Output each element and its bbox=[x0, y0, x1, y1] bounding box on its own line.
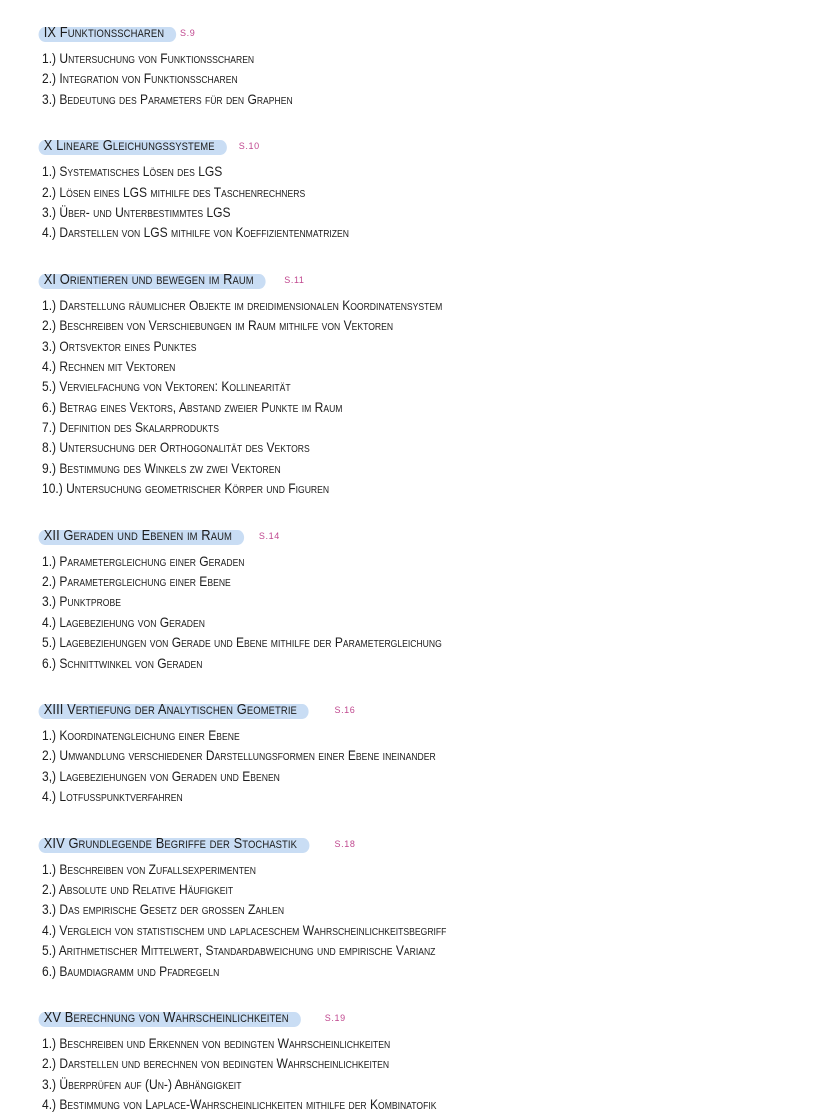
list-item: 2.) Lösen eines LGS mithilfe des Taschenrechners bbox=[42, 183, 306, 200]
topic-list bbox=[42, 161, 812, 243]
toc-section bbox=[42, 521, 812, 673]
list-item: 9.) Bestimmung des Winkels zw zwei Vektoren bbox=[42, 459, 281, 476]
list-item: 4.) Darstellen von LGS mithilfe von Koeffizientenmatrizen bbox=[42, 224, 350, 241]
list-item: 5.) Arithmetischer Mittelwert, Standardabweichung und empirische Varianz bbox=[42, 942, 436, 959]
list-item: 1.) Darstellung räumlicher Objekte im dreidimensionalen Koordinatensystem bbox=[42, 296, 443, 313]
topic-list bbox=[42, 295, 812, 499]
section-title: XIV Grundlegende Begriffe der Stochastik bbox=[42, 836, 306, 852]
section-spacer bbox=[42, 243, 812, 265]
list-item: 3.) Punktprobe bbox=[42, 593, 121, 610]
list-item: 3.) Das empirische Gesetz der großen Zahlen bbox=[42, 901, 285, 918]
table-of-contents bbox=[42, 18, 812, 1114]
section-heading-row bbox=[42, 521, 812, 551]
section-heading-row bbox=[42, 18, 812, 48]
toc-section bbox=[42, 1003, 812, 1114]
section-heading-row bbox=[42, 265, 812, 295]
toc-section bbox=[42, 18, 812, 109]
list-item: 2.) Beschreiben von Verschiebungen im Raum mithilfe von Vektoren bbox=[42, 317, 394, 334]
list-item: 2.) Umwandlung verschiedener Darstellungsformen einer Ebene ineinander bbox=[42, 747, 436, 764]
list-item: 1.) Beschreiben und Erkennen von bedingten Wahrscheinlichkeiten bbox=[42, 1034, 391, 1051]
toc-section bbox=[42, 695, 812, 807]
section-title: IX Funktionsscharen bbox=[42, 25, 173, 41]
list-item: 4.) Lagebeziehung von Geraden bbox=[42, 613, 205, 630]
list-item: 4.) Vergleich von statistischem und laplaceschem Wahrscheinlichkeitsbegriff bbox=[42, 921, 447, 938]
list-item: 5.) Lagebeziehungen von Gerade und Ebene mithilfe der Parametergleichung bbox=[42, 634, 442, 651]
page-reference: S.9 bbox=[180, 28, 196, 38]
section-title: XI Orientieren und bewegen im Raum bbox=[42, 272, 262, 288]
list-item: 5.) Vervielfachung von Vektoren: Kollinearität bbox=[42, 378, 291, 395]
section-spacer bbox=[42, 673, 812, 695]
list-item: 1.) Beschreiben von Zufallsexperimenten bbox=[42, 860, 256, 877]
section-spacer bbox=[42, 807, 812, 829]
list-item: 1.) Koordinatengleichung einer Ebene bbox=[42, 726, 240, 743]
list-item: 3.) Ortsvektor eines Punktes bbox=[42, 337, 197, 354]
page-reference: S.11 bbox=[284, 274, 305, 285]
toc-section bbox=[42, 131, 812, 243]
list-item: 10.) Untersuchung geometrischer Körper und Figuren bbox=[42, 480, 330, 497]
toc-section bbox=[42, 829, 812, 981]
topic-list bbox=[42, 859, 812, 981]
section-heading-row bbox=[42, 131, 812, 161]
list-item: 1.) Systematisches Lösen des LGS bbox=[42, 163, 223, 180]
section-spacer bbox=[42, 499, 812, 521]
list-item: 4.) Bestimmung von Laplace-Wahrscheinlichkeiten mithilfe der Kombinatofik bbox=[42, 1096, 437, 1113]
section-title: XII Geraden und Ebenen im Raum bbox=[42, 528, 241, 544]
list-item: 8.) Untersuchung der Orthogonalität des Vektors bbox=[42, 439, 310, 456]
section-spacer bbox=[42, 981, 812, 1003]
topic-list bbox=[42, 551, 812, 673]
list-item: 4.) Lotfußpunktverfahren bbox=[42, 788, 183, 805]
list-item: 3,) Lagebeziehungen von Geraden und Ebenen bbox=[42, 767, 280, 784]
page-reference: S.10 bbox=[238, 141, 260, 152]
list-item: 2.) Darstellen und berechnen von bedingten Wahrscheinlichkeiten bbox=[42, 1055, 390, 1072]
section-spacer bbox=[42, 109, 812, 131]
list-item: 2.) Parametergleichung einer Ebene bbox=[42, 573, 231, 590]
list-item: 6.) Baumdiagramm und Pfadregeln bbox=[42, 962, 220, 979]
page-reference: S.18 bbox=[334, 838, 356, 849]
list-item: 3.) Über- und Unterbestimmtes LGS bbox=[42, 203, 231, 220]
section-title: XV Berechnung von Wahrscheinlichkeiten bbox=[42, 1010, 297, 1026]
toc-section bbox=[42, 265, 812, 499]
topic-list bbox=[42, 1033, 812, 1114]
list-item: 3.) Überprüfen auf (Un-) Abhängigkeit bbox=[42, 1075, 242, 1092]
list-item: 1.) Untersuchung von Funktionsscharen bbox=[42, 50, 255, 66]
list-item: 6.) Schnittwinkel von Geraden bbox=[42, 654, 203, 671]
section-title: XIII Vertiefung der Analytischen Geometrie bbox=[42, 702, 306, 718]
section-heading-row bbox=[42, 829, 812, 859]
list-item: 3.) Bedeutung des Parameters für den Graphen bbox=[42, 90, 293, 107]
page-reference: S.16 bbox=[334, 704, 356, 715]
page-reference: S.19 bbox=[324, 1012, 346, 1023]
list-item: 6.) Betrag eines Vektors, Abstand zweier Punkte im Raum bbox=[42, 398, 343, 415]
section-heading-row bbox=[42, 695, 812, 725]
section-title: X Lineare Gleichungssysteme bbox=[42, 138, 223, 154]
list-item: 2.) Integration von Funktionsscharen bbox=[42, 70, 238, 87]
list-item: 7.) Definition des Skalarprodukts bbox=[42, 419, 220, 436]
section-heading-row bbox=[42, 1003, 812, 1033]
list-item: 1.) Parametergleichung einer Geraden bbox=[42, 552, 245, 569]
page-reference: S.14 bbox=[258, 530, 280, 541]
list-item: 2.) Absolute und Relative Häufigkeit bbox=[42, 880, 234, 897]
topic-list bbox=[42, 725, 812, 807]
topic-list bbox=[42, 48, 812, 109]
list-item: 4.) Rechnen mit Vektoren bbox=[42, 357, 176, 374]
